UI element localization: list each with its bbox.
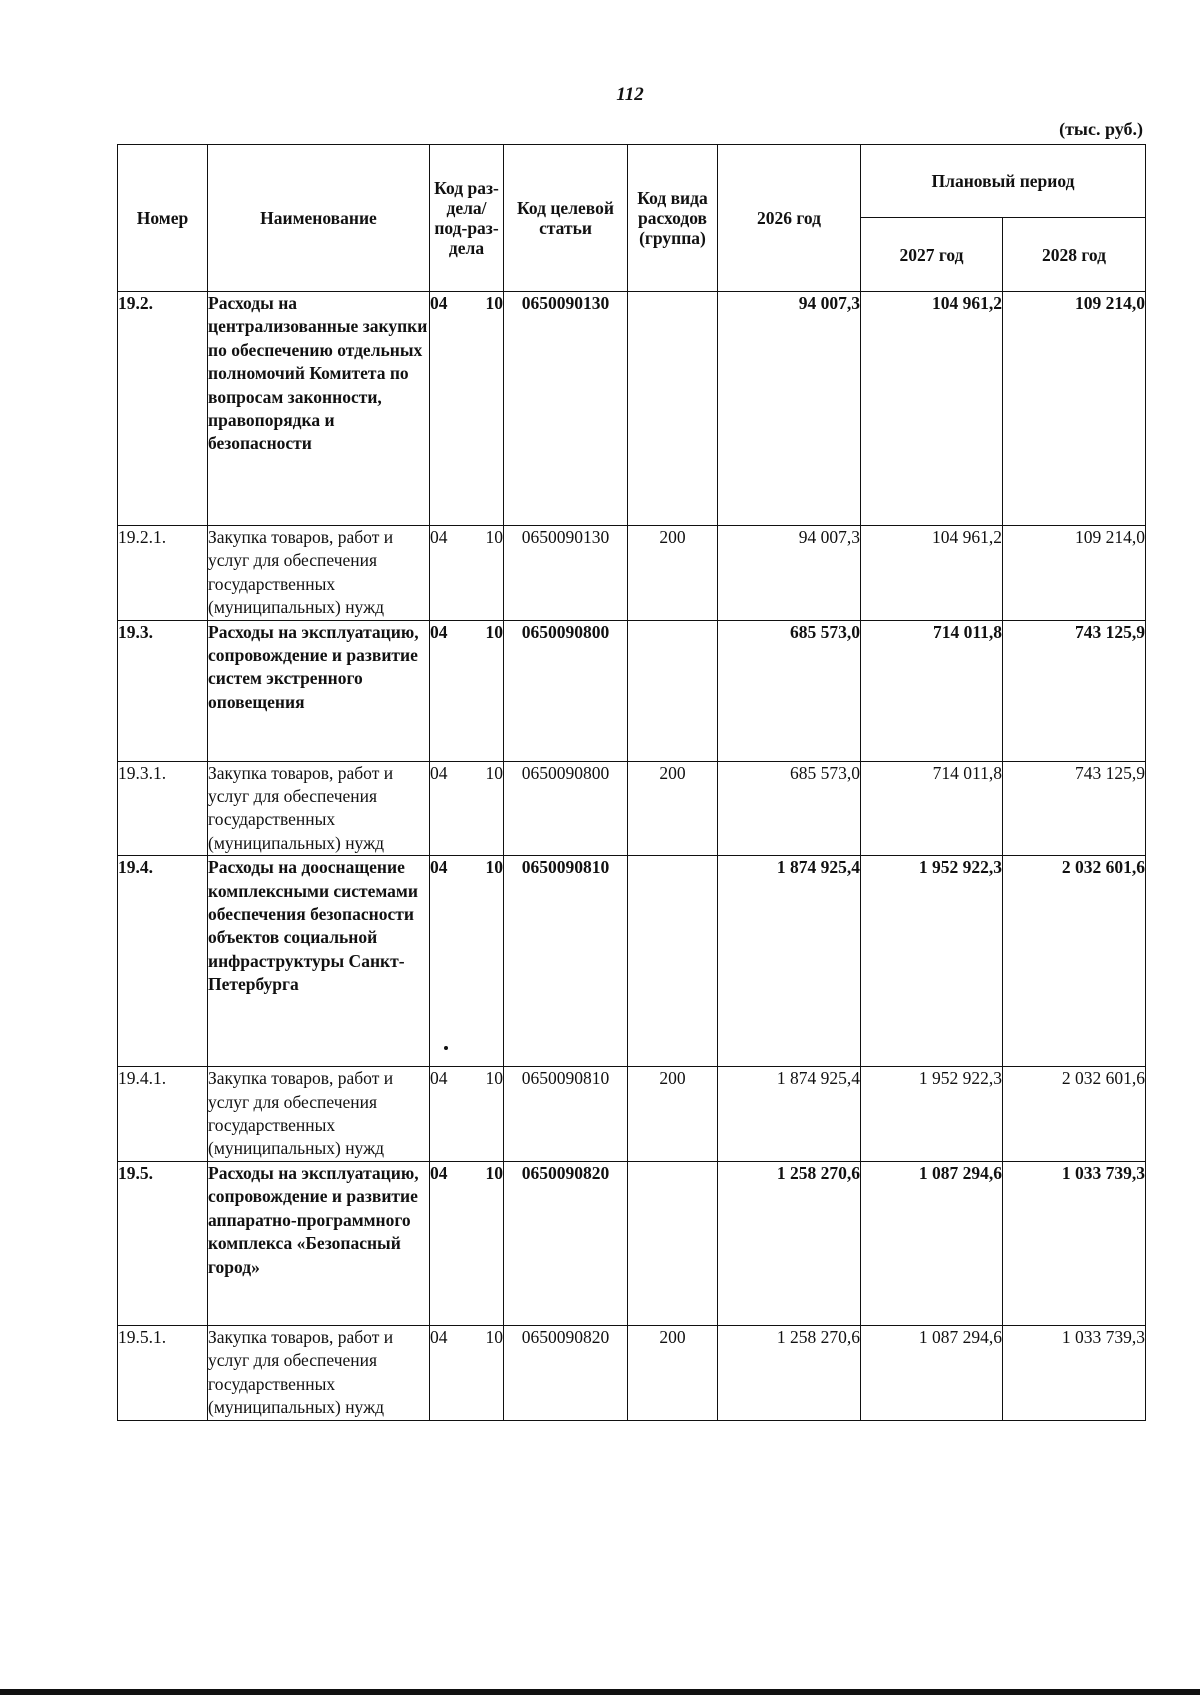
scan-speck (444, 1046, 448, 1050)
row-amount-2028: 1 033 739,3 (1003, 1325, 1146, 1420)
row-number: 19.3.1. (118, 761, 208, 856)
row-name: Расходы на централизованные закупки по обеспечению отдельных полномочий Комитета по вопросам законности, правопорядка и безопасности (208, 292, 430, 526)
row-expense-type (628, 620, 718, 761)
row-expense-type: 200 (628, 526, 718, 621)
row-subsection: 10 (485, 857, 503, 878)
row-number: 19.5.1. (118, 1325, 208, 1420)
row-name: Расходы на эксплуатацию, сопровождение и развитие систем экстренного оповещения (208, 620, 430, 761)
row-section-code (430, 1067, 504, 1162)
row-amount-2026: 1 258 270,6 (718, 1325, 861, 1420)
row-section-code (430, 292, 504, 526)
row-amount-2027: 714 011,8 (861, 620, 1003, 761)
row-name: Расходы на эксплуатацию, сопровождение и развитие аппаратно-программного комплекса «Безопасный город» (208, 1161, 430, 1325)
table-row (118, 856, 1146, 1067)
row-expense-type: 200 (628, 1325, 718, 1420)
table-row (118, 1325, 1146, 1420)
row-target-code: 0650090130 (504, 526, 628, 621)
row-number: 19.2. (118, 292, 208, 526)
row-section: 04 (430, 762, 448, 783)
table-row (118, 761, 1146, 856)
row-name: Расходы на дооснащение комплексными системами обеспечения безопасности объектов социальной инфраструктуры Санкт-Петербурга (208, 856, 430, 1067)
row-section-code (430, 761, 504, 856)
row-target-code: 0650090800 (504, 761, 628, 856)
row-section: 04 (430, 1068, 448, 1089)
header-section-code: Код раз-дела/ под-раз-дела (430, 145, 504, 292)
row-amount-2026: 685 573,0 (718, 620, 861, 761)
table-row (118, 620, 1146, 761)
row-amount-2028: 743 125,9 (1003, 620, 1146, 761)
row-subsection: 10 (485, 527, 503, 547)
row-amount-2028: 109 214,0 (1003, 292, 1146, 526)
table-row (118, 526, 1146, 621)
row-amount-2027: 1 087 294,6 (861, 1325, 1003, 1420)
header-name: Наименование (208, 145, 430, 292)
row-amount-2028: 2 032 601,6 (1003, 856, 1146, 1067)
table-header (118, 145, 1146, 292)
row-section: 04 (430, 293, 448, 313)
row-target-code: 0650090810 (504, 1067, 628, 1162)
row-expense-type (628, 292, 718, 526)
row-subsection: 10 (485, 1068, 503, 1089)
table-row (118, 292, 1146, 526)
row-section-code (430, 620, 504, 761)
header-year-2027: 2027 год (861, 218, 1003, 292)
row-amount-2028: 2 032 601,6 (1003, 1067, 1146, 1162)
row-expense-type: 200 (628, 1067, 718, 1162)
row-section-code (430, 1325, 504, 1420)
header-planned-period: Плановый период (861, 145, 1146, 218)
row-amount-2027: 1 952 922,3 (861, 1067, 1003, 1162)
header-target-code: Код целевой статьи (504, 145, 628, 292)
row-section-code (430, 1161, 504, 1325)
row-amount-2026: 1 874 925,4 (718, 1067, 861, 1162)
row-amount-2027: 714 011,8 (861, 761, 1003, 856)
row-target-code: 0650090130 (504, 292, 628, 526)
header-year-2026: 2026 год (718, 145, 861, 292)
row-expense-type (628, 1161, 718, 1325)
row-section-code (430, 526, 504, 621)
row-amount-2028: 1 033 739,3 (1003, 1161, 1146, 1325)
row-name: Закупка товаров, работ и услуг для обеспечения государственных (муниципальных) нужд (208, 761, 430, 856)
row-number: 19.2.1. (118, 526, 208, 621)
row-number: 19.5. (118, 1161, 208, 1325)
row-amount-2026: 94 007,3 (718, 526, 861, 621)
budget-table (117, 144, 1146, 1421)
row-amount-2027: 1 952 922,3 (861, 856, 1003, 1067)
row-amount-2027: 104 961,2 (861, 292, 1003, 526)
row-target-code: 0650090820 (504, 1161, 628, 1325)
row-amount-2026: 94 007,3 (718, 292, 861, 526)
row-section: 04 (430, 857, 448, 878)
row-expense-type (628, 856, 718, 1067)
row-number: 19.4.1. (118, 1067, 208, 1162)
row-section-code (430, 856, 504, 1067)
table-row (118, 1067, 1146, 1162)
row-amount-2026: 1 258 270,6 (718, 1161, 861, 1325)
header-year-2028: 2028 год (1003, 218, 1146, 292)
row-amount-2028: 109 214,0 (1003, 526, 1146, 621)
row-number: 19.3. (118, 620, 208, 761)
header-number: Номер (118, 145, 208, 292)
row-subsection: 10 (485, 1162, 503, 1183)
table-body (118, 292, 1146, 1421)
scan-bottom-edge (0, 1689, 1200, 1695)
row-expense-type: 200 (628, 761, 718, 856)
page-number: 112 (616, 84, 644, 105)
row-section: 04 (430, 1162, 448, 1183)
row-section: 04 (430, 1326, 448, 1347)
row-name: Закупка товаров, работ и услуг для обеспечения государственных (муниципальных) нужд (208, 1325, 430, 1420)
row-name: Закупка товаров, работ и услуг для обеспечения государственных (муниципальных) нужд (208, 1067, 430, 1162)
row-amount-2027: 1 087 294,6 (861, 1161, 1003, 1325)
row-subsection: 10 (485, 293, 503, 313)
row-amount-2027: 104 961,2 (861, 526, 1003, 621)
row-amount-2026: 685 573,0 (718, 761, 861, 856)
row-amount-2026: 1 874 925,4 (718, 856, 861, 1067)
row-subsection: 10 (485, 762, 503, 783)
row-name: Закупка товаров, работ и услуг для обеспечения государственных (муниципальных) нужд (208, 526, 430, 621)
table-row (118, 1161, 1146, 1325)
row-target-code: 0650090820 (504, 1325, 628, 1420)
row-target-code: 0650090810 (504, 856, 628, 1067)
units-label: (тыс. руб.) (1059, 119, 1143, 139)
row-section: 04 (430, 621, 448, 642)
header-expense-type: Код вида расходов (группа) (628, 145, 718, 292)
row-subsection: 10 (485, 1326, 503, 1347)
row-target-code: 0650090800 (504, 620, 628, 761)
row-section: 04 (430, 527, 448, 547)
row-number: 19.4. (118, 856, 208, 1067)
row-amount-2028: 743 125,9 (1003, 761, 1146, 856)
row-subsection: 10 (485, 621, 503, 642)
